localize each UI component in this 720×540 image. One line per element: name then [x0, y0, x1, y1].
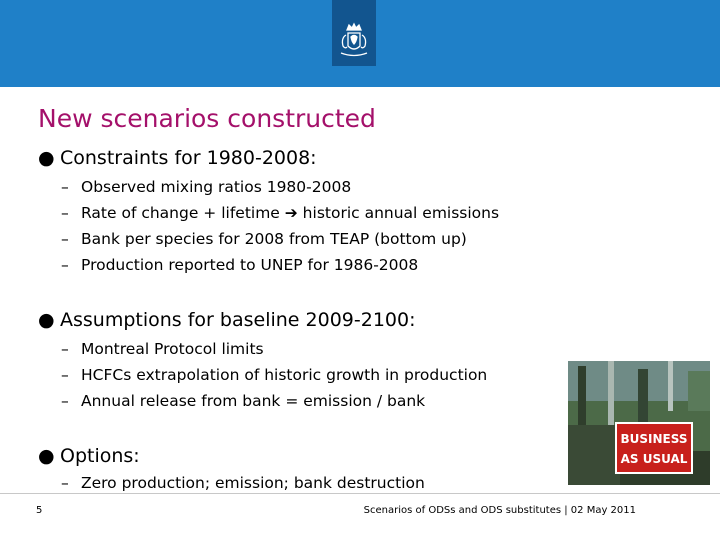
dash-icon: – [61, 392, 69, 410]
sub-item-text: Zero production; emission; bank destruction [81, 474, 425, 492]
sub-item-text: Observed mixing ratios 1980-2008 [81, 178, 352, 196]
sub-item [61, 178, 351, 196]
bullet-text: Options: [60, 445, 140, 467]
sub-item [61, 256, 418, 274]
dash-icon: – [61, 204, 69, 222]
sub-item-text: Production reported to UNEP for 1986-2008 [81, 256, 419, 274]
sub-item-text: Annual release from bank = emission / bank [81, 392, 426, 410]
sub-item [61, 474, 425, 492]
dash-icon: – [61, 178, 69, 196]
bullet-text: Assumptions for baseline 2009-2100: [60, 309, 416, 331]
bullet-dot-icon: ● [38, 445, 55, 467]
dash-icon: – [61, 340, 69, 358]
bullet-text: Constraints for 1980-2008: [60, 147, 317, 169]
sub-item-text: Rate of change + lifetime ➔ historic annual emissions [81, 204, 500, 222]
slide-title: New scenarios constructed [38, 104, 376, 133]
bullet-assumptions [38, 309, 416, 331]
sub-item [61, 392, 425, 410]
bullet-constraints [38, 147, 317, 169]
footer-text: Scenarios of ODSs and ODS substitutes | 02 May 2011 [363, 505, 636, 516]
sub-item-text: Bank per species for 2008 from TEAP (bottom up) [81, 230, 467, 248]
bullet-dot-icon: ● [38, 147, 55, 169]
footer-divider [0, 493, 720, 494]
sign-line-2: AS USUAL [620, 452, 688, 466]
sub-item-text: Montreal Protocol limits [81, 340, 264, 358]
bullet-options [38, 445, 140, 467]
sub-item-text: HCFCs extrapolation of historic growth in production [81, 366, 488, 384]
sub-item [61, 340, 264, 358]
sign-line-1: BUSINESS [620, 432, 688, 446]
sub-item [61, 204, 499, 222]
page-number: 5 [36, 505, 43, 516]
dash-icon: – [61, 256, 69, 274]
coat-of-arms-icon [337, 22, 371, 60]
dash-icon: – [61, 474, 69, 492]
bullet-dot-icon: ● [38, 309, 55, 331]
sub-item [61, 230, 467, 248]
business-as-usual-photo [568, 361, 710, 485]
dash-icon: – [61, 366, 69, 384]
sub-item [61, 366, 487, 384]
photo-scene [568, 361, 710, 485]
dash-icon: – [61, 230, 69, 248]
